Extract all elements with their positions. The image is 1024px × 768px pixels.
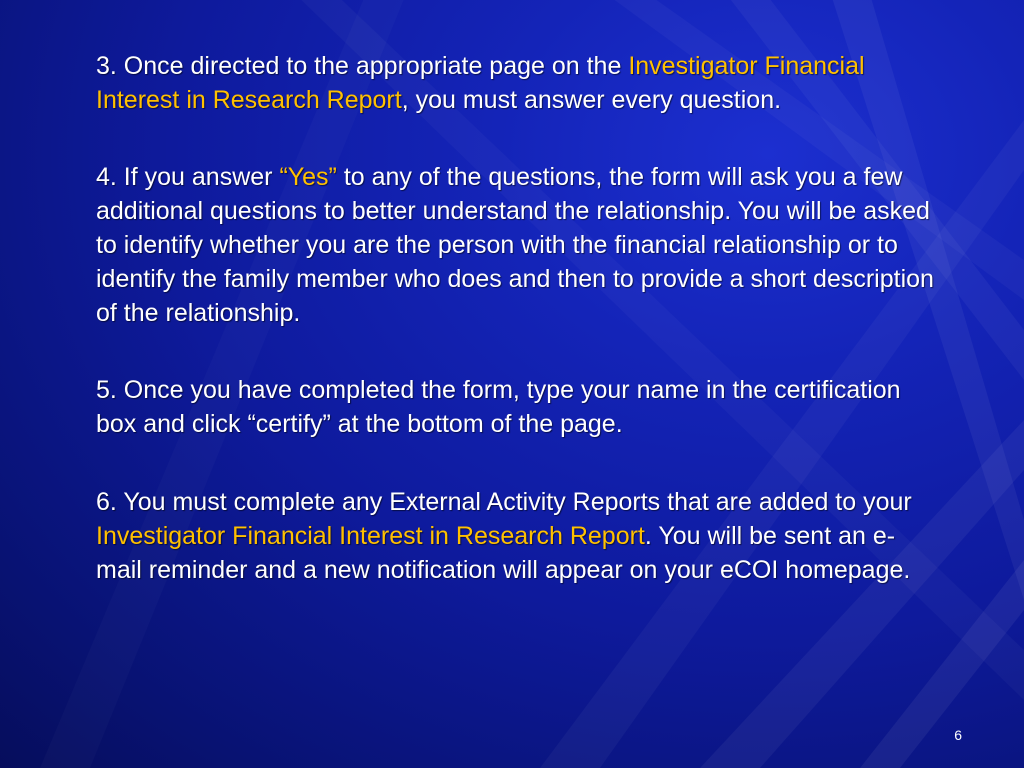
slide-body bbox=[96, 49, 936, 587]
step-5-text: 5. Once you have completed the form, type your name in the certification box and click “certify” at the bottom of the page. bbox=[96, 376, 901, 438]
step-3-text-a: 3. Once directed to the appropriate page on the bbox=[96, 52, 629, 80]
step-6-paragraph bbox=[96, 485, 936, 587]
step-4-paragraph bbox=[96, 160, 936, 330]
step-6-text-a: 6. You must complete any External Activity Reports that are added to your bbox=[96, 488, 912, 516]
step-4-text-b: to any of the questions, the form will ask you a few additional questions to better understand the relationship. You will be asked to identify whether you are the person with the financial relationship or to identify the family member who does and then to provide a short description of the relationship. bbox=[96, 163, 934, 327]
step-4-yes-term: “Yes” bbox=[279, 163, 337, 191]
step-3-text-b: , you must answer every question. bbox=[401, 86, 782, 114]
step-5-paragraph bbox=[96, 373, 936, 441]
step-3-report-name: Investigator Financial Interest in Research Report bbox=[96, 52, 865, 114]
step-6-text-b: . You will be sent an e-mail reminder and a new notification will appear on your eCOI homepage. bbox=[96, 522, 911, 584]
step-3-paragraph bbox=[96, 49, 936, 117]
step-6-report-name: Investigator Financial Interest in Research Report bbox=[96, 522, 645, 550]
page-number: 6 bbox=[954, 727, 962, 743]
step-4-text-a: 4. If you answer bbox=[96, 163, 280, 191]
